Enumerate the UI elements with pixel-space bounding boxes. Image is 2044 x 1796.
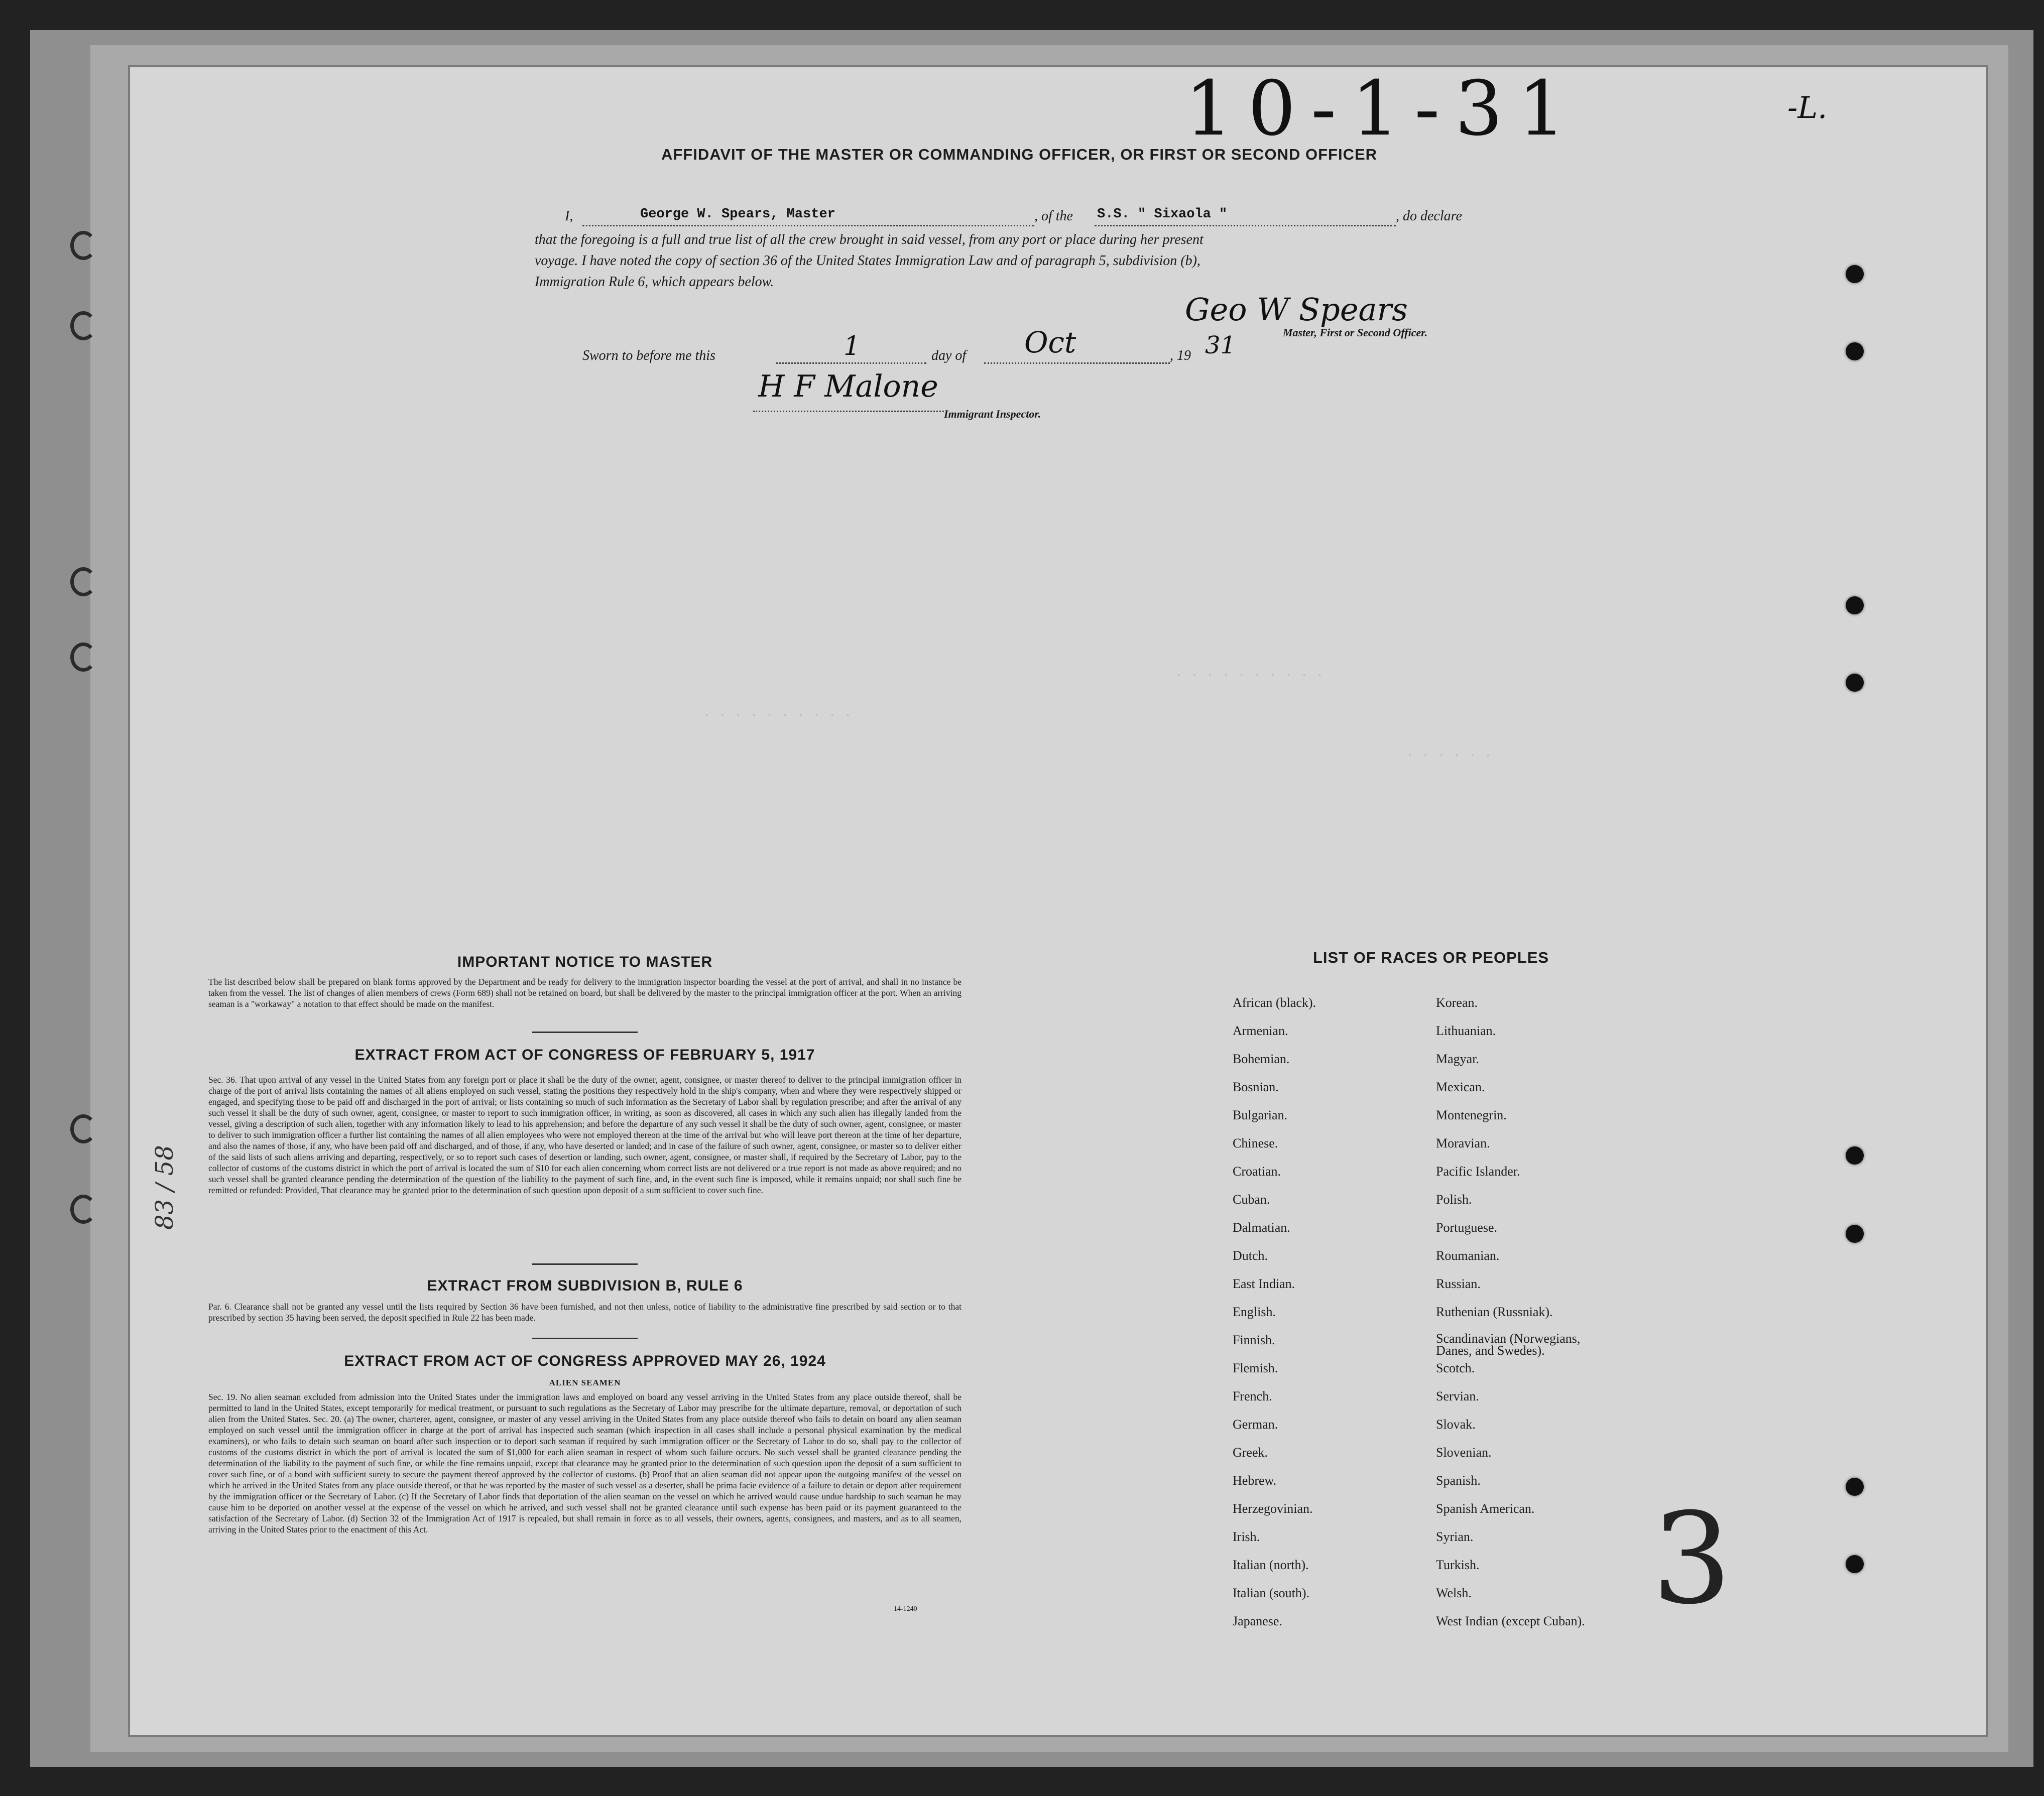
race-item: Bosnian. bbox=[1233, 1080, 1279, 1094]
race-item: Armenian. bbox=[1233, 1023, 1288, 1038]
race-item: Scotch. bbox=[1436, 1361, 1475, 1375]
race-item: Moravian. bbox=[1436, 1136, 1490, 1150]
race-item: Pacific Islander. bbox=[1436, 1164, 1520, 1179]
extract-1924-subtitle: ALIEN SEAMEN bbox=[549, 1378, 621, 1387]
affidavit-line-3: voyage. I have noted the copy of section 36 of the United States Immigration Law and of paragraph 5, subdivision (b), bbox=[535, 253, 1200, 269]
race-item: Italian (north). bbox=[1233, 1558, 1309, 1572]
race-item: Lithuanian. bbox=[1436, 1023, 1496, 1038]
of-the-label: , of the bbox=[1034, 208, 1073, 224]
race-item: Mexican. bbox=[1436, 1080, 1485, 1094]
inspector-line bbox=[753, 411, 944, 412]
affidavit-title: AFFIDAVIT OF THE MASTER OR COMMANDING OFFICER, OR FIRST OR SECOND OFFICER bbox=[661, 146, 1378, 163]
race-item: Turkish. bbox=[1436, 1558, 1480, 1572]
race-item: Spanish American. bbox=[1436, 1501, 1535, 1516]
punch-hole-icon bbox=[1846, 596, 1864, 614]
race-item: Portuguese. bbox=[1436, 1220, 1498, 1235]
extract-1924-title: EXTRACT FROM ACT OF CONGRESS APPROVED MAY 26, 1924 bbox=[344, 1353, 826, 1369]
race-item: Spanish. bbox=[1436, 1473, 1481, 1488]
form-number: 14-1240 bbox=[894, 1605, 917, 1613]
race-item: Chinese. bbox=[1233, 1136, 1278, 1150]
race-item: Japanese. bbox=[1233, 1614, 1282, 1628]
race-item: Montenegrin. bbox=[1436, 1108, 1507, 1122]
corner-mark: -L. bbox=[1787, 90, 1828, 125]
race-item: Cuban. bbox=[1233, 1192, 1270, 1207]
race-item: Dalmatian. bbox=[1233, 1220, 1290, 1235]
year-suffix: 31 bbox=[1205, 331, 1236, 359]
punch-hole-icon bbox=[1846, 1478, 1864, 1496]
inspector-caption: Immigrant Inspector. bbox=[944, 408, 1041, 420]
race-item: English. bbox=[1233, 1305, 1276, 1319]
punch-hole-icon bbox=[1846, 674, 1864, 692]
race-item: African (black). bbox=[1233, 995, 1316, 1010]
race-item: Slovak. bbox=[1436, 1417, 1476, 1432]
race-item: Slovenian. bbox=[1436, 1445, 1492, 1460]
race-item: Bohemian. bbox=[1233, 1052, 1290, 1066]
punch-hole-icon bbox=[1846, 1555, 1864, 1573]
bleed-through-text: · · · · · · bbox=[1406, 748, 1492, 763]
punch-hole-icon bbox=[1846, 1225, 1864, 1243]
notice-title: IMPORTANT NOTICE TO MASTER bbox=[457, 954, 713, 970]
sworn-month: Oct bbox=[1024, 325, 1076, 359]
sworn-day: 1 bbox=[844, 331, 861, 361]
race-item: Syrian. bbox=[1436, 1529, 1474, 1544]
race-item: Bulgarian. bbox=[1233, 1108, 1288, 1122]
binder-ring-icon bbox=[70, 1195, 96, 1224]
vessel-name-field: S.S. " Sixaola " bbox=[1097, 207, 1228, 222]
race-item: Polish. bbox=[1436, 1192, 1472, 1207]
race-item: Flemish. bbox=[1233, 1361, 1278, 1375]
race-item: Servian. bbox=[1436, 1389, 1479, 1403]
race-item: Ruthenian (Russniak). bbox=[1436, 1305, 1553, 1319]
races-title: LIST OF RACES OR PEOPLES bbox=[1312, 949, 1549, 966]
race-item: Finnish. bbox=[1233, 1333, 1275, 1347]
race-item: Greek. bbox=[1233, 1445, 1268, 1460]
subdivision-title: EXTRACT FROM SUBDIVISION B, RULE 6 bbox=[427, 1277, 743, 1294]
race-item: Croatian. bbox=[1233, 1164, 1281, 1179]
race-item: Korean. bbox=[1436, 995, 1478, 1010]
binder-ring-icon bbox=[70, 567, 96, 596]
sworn-label: Sworn to before me this bbox=[582, 348, 715, 363]
binder-ring-icon bbox=[70, 1114, 96, 1143]
bleed-through-text: · · · · · · · · · · bbox=[1175, 668, 1324, 683]
divider bbox=[532, 1263, 638, 1265]
race-item: Italian (south). bbox=[1233, 1586, 1310, 1600]
handwritten-page-number: 3 bbox=[1652, 1486, 1732, 1632]
race-item: Roumanian. bbox=[1436, 1248, 1500, 1263]
extract-1917-title: EXTRACT FROM ACT OF CONGRESS OF FEBRUARY 5, 1917 bbox=[354, 1047, 815, 1063]
binder-ring-icon bbox=[70, 231, 96, 260]
divider bbox=[532, 1032, 638, 1033]
master-signature: Geo W Spears bbox=[1185, 291, 1408, 328]
punch-hole-icon bbox=[1846, 342, 1864, 360]
subdivision-text: Par. 6. Clearance shall not be granted any vessel until the lists required by Section 36 have been furnished, and not then unless, notice of liability to the administrative fine prescribed by said section or to that prescribed by section 35 having been served, the deposit specified in Rule 22 has been made. bbox=[208, 1302, 961, 1323]
affidavit-line-2: that the foregoing is a full and true list of all the crew brought in said vessel, from any port or place during her present bbox=[535, 232, 1204, 247]
race-item: German. bbox=[1233, 1417, 1278, 1432]
handwritten-date-annotation: 10-1-31 bbox=[1185, 65, 1581, 153]
race-item: East Indian. bbox=[1233, 1276, 1295, 1291]
inspector-signature: H F Malone bbox=[758, 369, 938, 404]
do-declare-label: , do declare bbox=[1396, 208, 1462, 224]
race-item: Scandinavian (Norwegians, Danes, and Swedes). bbox=[1436, 1331, 1581, 1358]
master-name-field: George W. Spears, Master bbox=[640, 207, 835, 222]
race-item: Herzegovinian. bbox=[1233, 1501, 1313, 1516]
race-item: Dutch. bbox=[1233, 1248, 1268, 1263]
binder-ring-icon bbox=[70, 643, 96, 672]
master-name-line bbox=[582, 225, 1034, 226]
race-item: Russian. bbox=[1436, 1276, 1481, 1291]
affidavit-line-4: Immigration Rule 6, which appears below. bbox=[535, 274, 774, 290]
divider bbox=[532, 1338, 638, 1339]
vessel-name-line bbox=[1095, 225, 1396, 226]
extract-1917-text: Sec. 36. That upon arrival of any vessel in the United States from any foreign port or place it shall be the duty of the owner, agent, consignee, or master thereof to deliver to the principal immigration officer in charge of the port of arrival lists containing the names of all aliens employed on such vessel, stating the positions they respectively hold in the ship's company, when and where they were respectively shipped or engaged, and specifying those to be paid off and discharged in the port of arrival; or lists containing so much of such information as the Secretary of Labor shall by regulation prescribe; and after the arrival of any such vessel it shall be the duty of such owner, agent, consignee, or master to report to such immigration officer, in writing, as soon as discovered, all cases in which any such alien has illegally landed from the vessel, giving a description of such alien, together with any information likely to lead to his apprehension; and before the departure of any such vessel it shall be the duty of such owner, agent, consignee, or master to deliver to such immigration officer a further list containing the names of all alien employees who were not employed thereon at the time of the arrival but who will leave port thereon at the time of her departure, and also the names of those, if any, who have been paid off and discharged, and of those, if any, who have deserted or landed; and in case of the failure of such owner, agent, consignee, or master so to deliver either of the said lists of such aliens arriving and departing, respectively, or so to report such cases of desertion or landing, such owner, agent, consignee, or master shall, if required by the Secretary of Labor, pay to the collector of customs of the customs district in which the port of arrival is located the sum of $10 for each alien concerning whom correct lists are not delivered or a true report is not made as above required; and no such vessel shall be granted clearance pending the determination of the question of the liability to the payment of such fine, and, in the event such fine is imposed, while it remains unpaid; nor shall such fine be remitted or refunded: Provided, That clearance may be granted prior to the determination of such question upon deposit of a sum sufficient to cover such fine. bbox=[208, 1075, 961, 1195]
race-item: Welsh. bbox=[1436, 1586, 1472, 1600]
binder-ring-icon bbox=[70, 311, 96, 340]
sworn-day-line bbox=[776, 362, 926, 364]
race-item: Irish. bbox=[1233, 1529, 1260, 1544]
affidavit-pronoun: I, bbox=[565, 208, 573, 224]
extract-1924-text: Sec. 19. No alien seaman excluded from admission into the United States under the immigration laws and employed on board any vessel arriving in the United States from any place outside thereof, shall be permitted to land in the United States, except temporarily for medical treatment, or pursuant to such regulations as the Secretary of Labor may prescribe for the ultimate departure, removal, or deportation of such alien from the United States. Sec. 20. (a) The owner, charterer, agent, consignee, or master of any vessel arriving in the United States from any place outside thereof who fails to detain on board any alien seaman employed on such vessel until the immigration officer in charge at the port of arrival has inspected such seaman (which inspection in all cases shall include a personal physical examination by the medical examiners), or who fails to detain such seaman on board after such inspection or to deport such seaman if required by such immigration officer or the Secretary of Labor to do so, shall pay to the collector of customs of the customs district in which the port of arrival is located the sum of $1,000 for each alien seaman in respect of whom such failure occurs. No such vessel shall be granted clearance pending the determination of the liability to the payment of such fine, or while the fine remains unpaid, except that clearance may be granted prior to the determination of such question upon the deposit of a sum sufficient to cover such fine, or of a bond with sufficient surety to secure the payment thereof approved by the collector of customs. (b) Proof that an alien seaman did not appear upon the outgoing manifest of the vessel on which he arrived in the United States from any place outside thereof, or that he was reported by the master of such vessel as a deserter, shall be prima facie evidence of a failure to detain or deport after requirement by the immigration officer or the Secretary of Labor. (c) If the Secretary of Labor finds that deportation of the alien seaman on the vessel on which he arrived would cause undue hardship to such seaman he may cause him to be deported on another vessel at the expense of the vessel on which he arrived, and such vessel shall not be granted clearance until such expense has been paid or its payment guaranteed to the satisfaction of the Secretary of Labor. (d) Section 32 of the Immigration Act of 1917 is repealed, but shall remain in force as to all vessels, their owners, agents, consignees, and masters, and as to all seamen, arriving in the United States prior to the enactment of this Act. bbox=[208, 1392, 961, 1534]
race-item: French. bbox=[1233, 1389, 1272, 1403]
sworn-month-line bbox=[984, 362, 1170, 364]
master-signature-caption: Master, First or Second Officer. bbox=[1283, 326, 1428, 339]
day-of-label: day of bbox=[931, 348, 967, 363]
year-prefix: , 19 bbox=[1170, 348, 1191, 363]
margin-pencil-numbers: 83 / 58 bbox=[151, 1145, 179, 1230]
bleed-through-text: · · · · · · · · · · bbox=[703, 708, 852, 723]
race-item: Magyar. bbox=[1436, 1052, 1479, 1066]
notice-text: The list described below shall be prepared on blank forms approved by the Department and be ready for delivery to the immigration inspector boarding the vessel at the port of arrival, and shall in no instance be taken from the vessel. The list of changes of alien members of crews (Form 689) shall not be retained on board, but shall be delivered by the master to the principal immigration officer at the port. When an arriving seaman is a "workaway" a notation to that effect should be made on the manifest. bbox=[208, 977, 961, 1009]
race-item: West Indian (except Cuban). bbox=[1436, 1614, 1585, 1628]
punch-hole-icon bbox=[1846, 265, 1864, 283]
race-item: Hebrew. bbox=[1233, 1473, 1277, 1488]
punch-hole-icon bbox=[1846, 1146, 1864, 1165]
